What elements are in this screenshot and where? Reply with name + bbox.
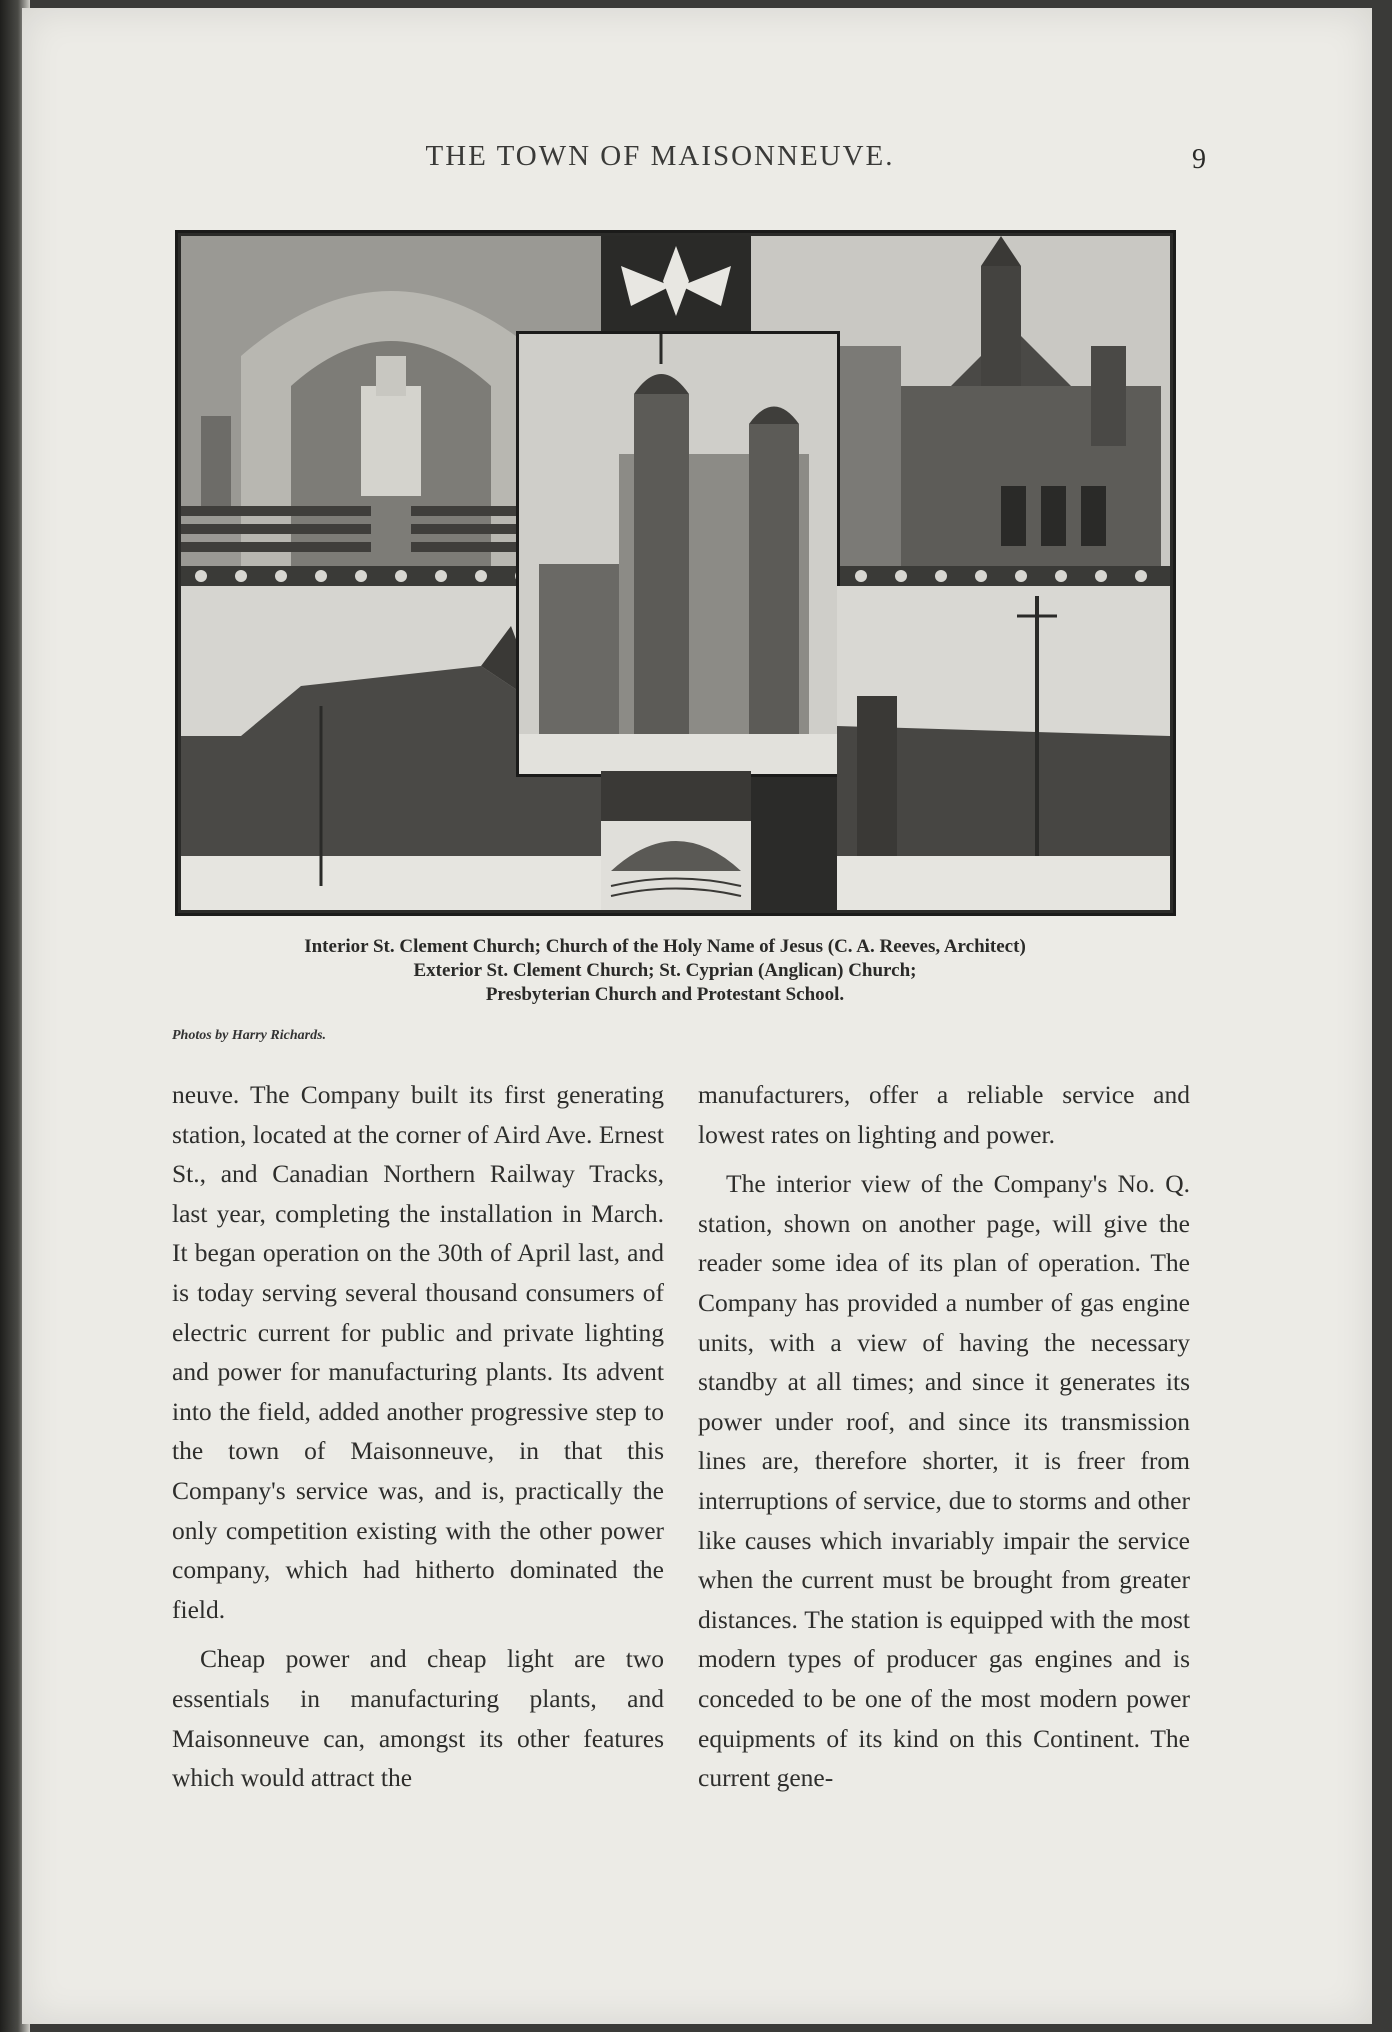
left-paragraph-1: neuve. The Company built its first generating station, located at the corner of Aird Ave. Ernest St., and Canadian Northern Railway Tracks, last year, completing the installation in March. It began operation on the 30th of April last, and is today serving several thousand consumers of electric current for public and private lighting and power for manufacturing plants. Its advent into the field, added another progressive step to the town of Maisonneuve, in that this Company's service was, and is, practically the only competition existing with the other power company, which had hitherto dominated the field. — [172, 1080, 664, 1624]
photo-holy-name-of-jesus — [516, 331, 840, 777]
caption-line-3: Presbyterian Church and Protestant School. — [485, 984, 845, 1005]
photo-presbyterian-school — [837, 586, 1170, 910]
photo-credit: Photos by Harry Richards. — [172, 1028, 327, 1043]
right-column — [698, 1075, 1190, 1798]
holy-name-church-image — [519, 334, 837, 774]
page-number: 9 — [1192, 144, 1206, 175]
photo-plate — [175, 230, 1176, 916]
lily-icon — [601, 236, 751, 331]
sunrise-ornament-icon — [601, 771, 751, 910]
running-title: THE TOWN OF MAISONNEUVE. — [425, 140, 895, 172]
caption-line-2: Exterior St. Clement Church; St. Cyprian (Anglican) Church; — [413, 960, 917, 981]
caption-line-1: Interior St. Clement Church; Church of the Holy Name of Jesus (C. A. Reeves, Architect) — [304, 936, 1026, 957]
right-paragraph-1: manufacturers, offer a reliable service and lowest rates on lighting and power. — [698, 1080, 1190, 1149]
lily-ornament-top — [601, 236, 751, 331]
ornament-bottom — [601, 771, 751, 910]
left-column — [172, 1075, 664, 1798]
right-paragraph-2: The interior view of the Company's No. Q. station, shown on another page, will give the reader some idea of its plan of operation. The Company has provided a number of gas engine units, with a view of having the necessary standby at all times; and since it generates its power under roof, and since its transmission lines are, therefore shorter, it is freer from interruptions of service, due to storms and other like causes which invariably impair the service when the current must be brought from greater distances. The station is equipped with the most modern types of producer gas engines and is conceded to be one of the most modern power equipments of its kind on this Continent. The current gene- — [698, 1169, 1190, 1793]
presbyterian-school-image — [837, 586, 1170, 910]
left-paragraph-2: Cheap power and cheap light are two essentials in manufacturing plants, and Maisonneuve can, amongst its other features which would attract the — [172, 1644, 664, 1793]
